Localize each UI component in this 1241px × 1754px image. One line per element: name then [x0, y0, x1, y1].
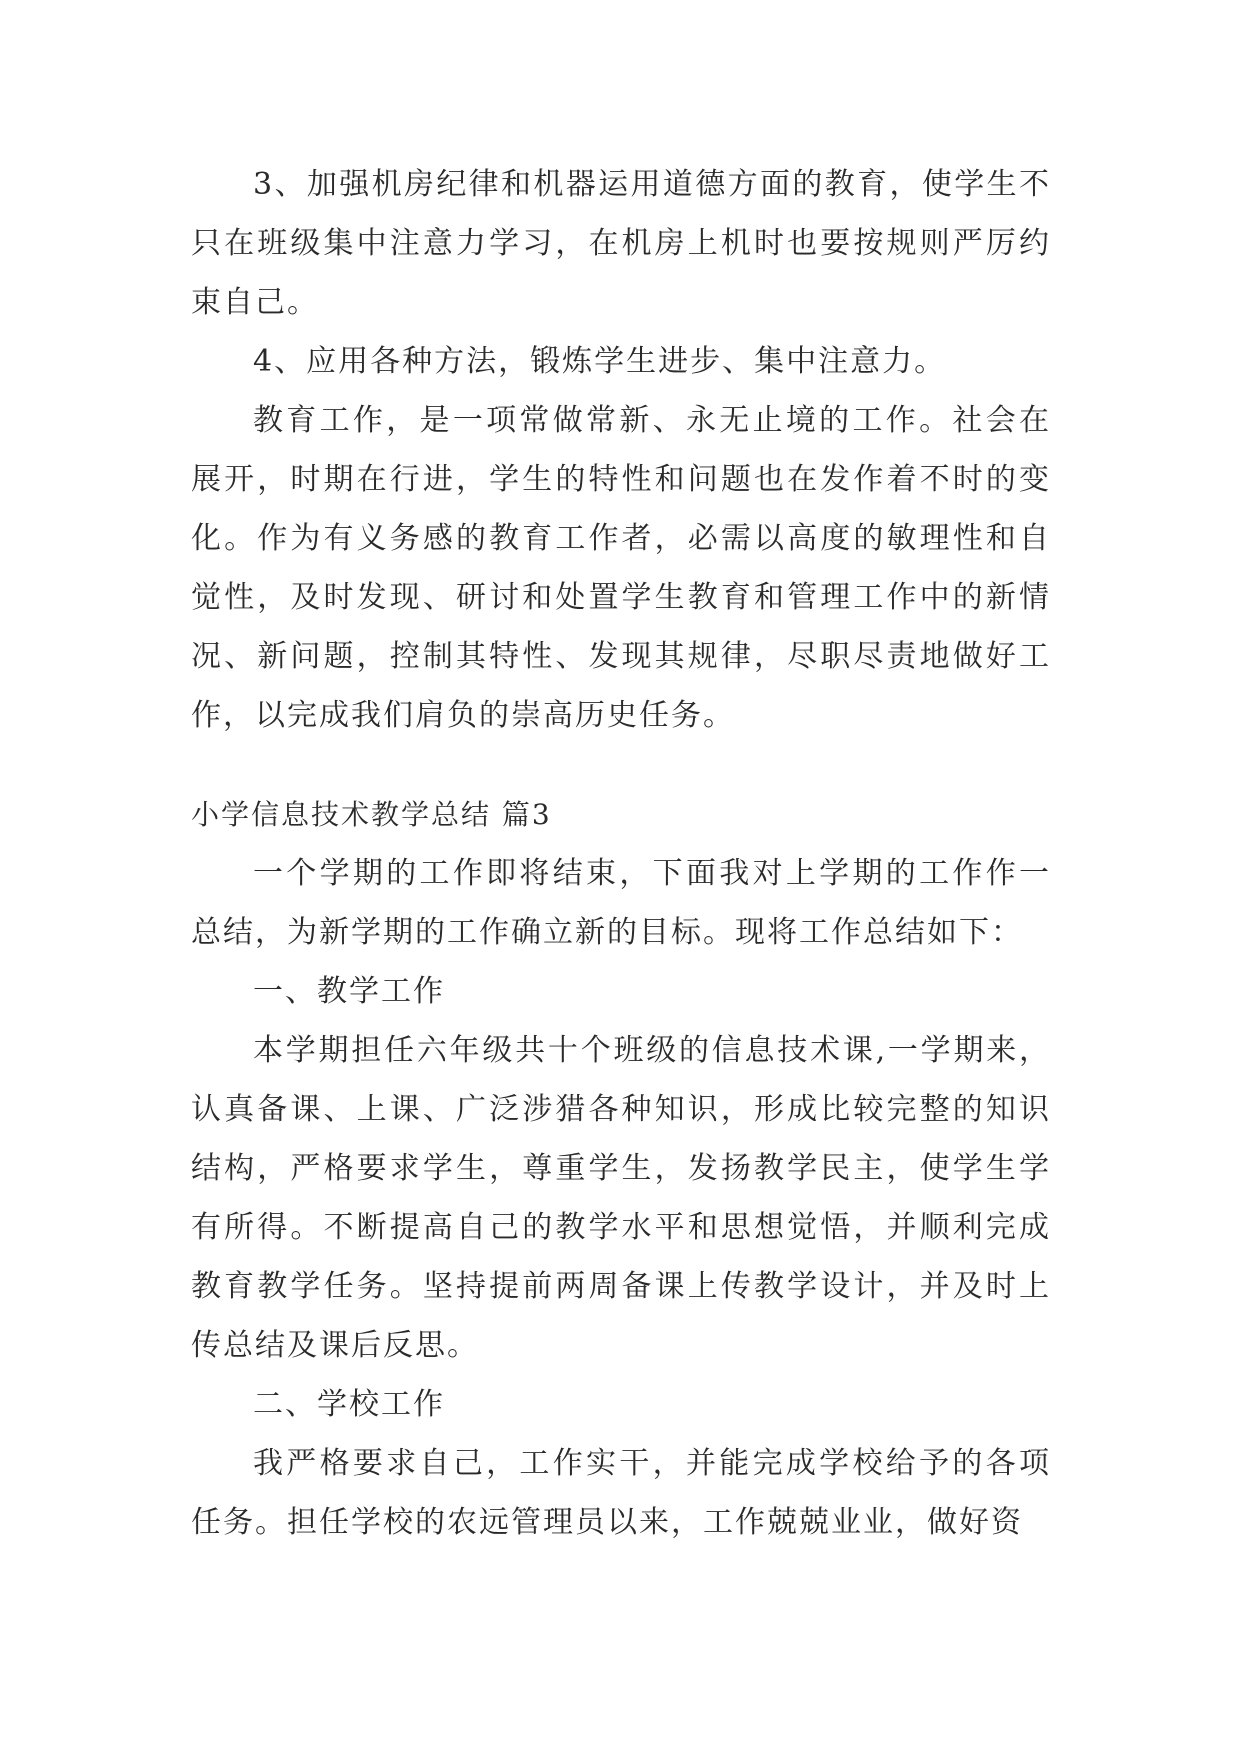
- paragraph: 一个学期的工作即将结束，下面我对上学期的工作作一总结，为新学期的工作确立新的目标。现将工作总结如下：: [191, 856, 1051, 950]
- subheading: 二、学校工作: [253, 1387, 445, 1422]
- paragraph: 3、加强机房纪律和机器运用道德方面的教育，使学生不只在班级集中注意力学习，在机房上机时也要按规则严厉约束自己。: [191, 167, 1051, 320]
- document-body: [191, 155, 1051, 1552]
- paragraph: 我严格要求自己，工作实干，并能完成学校给予的各项任务。担任学校的农远管理员以来，工作兢兢业业，做好资: [191, 1446, 1051, 1540]
- paragraph: 本学期担任六年级共十个班级的信息技术课,一学期来，认真备课、上课、广泛涉猎各种知识，形成比较完整的知识结构，严格要求学生，尊重学生，发扬教学民主，使学生学有所得。不断提高自己的教学水平和思想觉悟，并顺利完成教育教学任务。坚持提前两周备课上传教学设计，并及时上传总结及课后反思。: [191, 1033, 1051, 1363]
- subheading: 一、教学工作: [253, 974, 445, 1009]
- section-title: 小学信息技术教学总结 篇3: [191, 798, 552, 831]
- paragraph: 教育工作，是一项常做常新、永无止境的工作。社会在展开，时期在行进，学生的特性和问题也在发作着不时的变化。作为有义务感的教育工作者，必需以高度的敏理性和自觉性，及时发现、研讨和处置学生教育和管理工作中的新情况、新问题，控制其特性、发现其规律，尽职尽责地做好工作，以完成我们肩负的崇高历史任务。: [191, 403, 1051, 733]
- paragraph: 4、应用各种方法，锻炼学生进步、集中注意力。: [253, 344, 947, 379]
